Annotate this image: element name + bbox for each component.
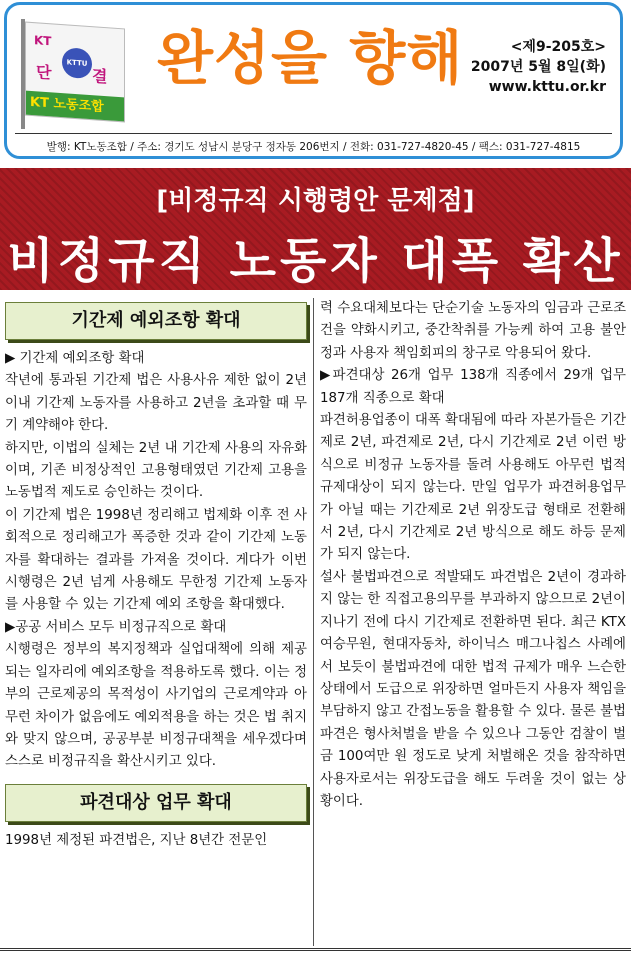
flag-char-left: 단 <box>36 62 52 83</box>
publisher-info: 발행: KT노동조합 / 주소: 경기도 성남시 분당구 정자동 206번지 / 전화: 031-727-4820-45 / 팩스: 031-727-4815 <box>46 141 581 153</box>
bullet-heading: ▶ 기간제 예외조항 확대 <box>5 351 145 366</box>
right-column <box>320 298 626 813</box>
paragraph: 력 수요대체보다는 단순기술 노동자의 임금과 근로조건을 약화시키고, 중간착취를 가능케 하여 고용 불안정과 사용자 책임회피의 창구로 악용되어 왔다. <box>320 301 626 361</box>
paragraph: 1998년 제정된 파견법은, 지난 8년간 전문인 <box>5 832 268 848</box>
left-column <box>5 298 307 852</box>
paragraph: 하지만, 이법의 실체는 2년 내 기간제 사용의 자유화이며, 기존 비정상적인 고용형태였던 기간제 고용을 노동법적 제도로 승인하는 것이다. <box>5 440 307 501</box>
website-url[interactable]: www.kttu.or.kr <box>488 79 606 95</box>
headline-banner <box>0 168 631 290</box>
union-flag-logo <box>17 19 125 129</box>
flag-top-text: KT <box>34 33 52 49</box>
bullet-heading: ▶공공 서비스 모두 비정규직으로 확대 <box>5 619 227 635</box>
flag-char-right: 결 <box>92 66 108 87</box>
flag-cloth <box>25 22 125 123</box>
section-heading-fixed-term: 기간제 예외조항 확대 <box>5 302 307 340</box>
paragraph: 시행령은 정부의 복지정책과 실업대책에 의해 제공되는 일자리에 예외조항을 적용하도록 했다. 이는 정부의 근로제공의 목적성이 사기업의 근로계약과 아무런 차이가 없음에도 예외적용을 하는 것은 법 취지와 맞지 않으며, 공공부분 비정규대책을 세우겠다며 스스로 비정규직을 확산시키고 있다. <box>5 642 307 770</box>
bullet-heading: ▶파견대상 26개 업무 138개 직종에서 29개 업무 187개 직종으로 확대 <box>320 368 626 406</box>
page-bottom-rule <box>0 948 631 951</box>
masthead <box>4 2 623 159</box>
paragraph: 파견허용업종이 대폭 확대됨에 따라 자본가들은 기간제로 2년, 파견제로 2년, 다시 기간제로 2년 이런 방식으로 비정규 노동자를 돌려 사용해도 아무런 법적 규제대상이 되지 않는다. 만일 업무가 파견허용업무가 아닐 때는 기간제로 2년 위장도급 형태로 전환해서 2년, 다시 기간제로 2년 방식으로 해도 하등 문제가 되지 않는다. <box>320 413 626 563</box>
headline-subtitle: [비정규직 시행령안 문제점] <box>156 186 475 216</box>
paragraph: 이 기간제 법은 1998년 정리해고 법제화 이후 전 사회적으로 정리해고가 폭증한 것과 같이 기간제 노동자를 확대하는 결과를 가져올 것이다. 게다가 이번 시행령은 2년 넘게 사용해도 무한정 기간제 노동자를 사용할 수 있는 기간제 예외 조항을 확대했다. <box>5 507 307 613</box>
kttu-emblem-icon: KTTU <box>62 47 92 79</box>
issue-date: 2007년 5월 8일(화) <box>470 59 606 75</box>
column-divider <box>313 298 314 946</box>
paragraph: 설사 불법파견으로 적발돼도 파견법은 2년이 경과하지 않는 한 직접고용의무를 부과하지 않으므로 2년이 지나기 전에 다시 기간제로 전환하면 된다. 최근 KTX 여승무원, 현대자동차, 하이닉스 매그나칩스 사례에서 보듯이 불법파견에 대한 법적 규제가 매우 느슨한 상태에서 도급으로 위장하면 얼마든지 사용자 책임을 부담하지 않고 간접노동을 활용할 수 있다. 물론 불법파견은 형사처벌을 받을 수 있으나 그동안 검찰이 벌금 100여만 원 정도로 낮게 처벌해온 것을 참작하면 사용자로서는 위장도급을 해도 두려울 것이 없는 상황이다. <box>320 569 626 809</box>
issue-info <box>471 37 606 97</box>
headline-title: 비정규직 노동자 대폭 확산 <box>7 233 624 289</box>
section-heading-dispatch: 파견대상 업무 확대 <box>5 784 307 822</box>
newsletter-title: 완성을 향해 <box>157 24 464 92</box>
paragraph: 작년에 통과된 기간제 법은 사용사유 제한 없이 2년 이내 기간제 노동자를 사용하고 2년을 초과할 때 무기 계약해야 한다. <box>5 373 307 434</box>
masthead-divider <box>15 133 612 134</box>
flag-bar-text: KT 노동조합 <box>26 91 124 122</box>
issue-number: <제9-205호> <box>510 39 606 55</box>
